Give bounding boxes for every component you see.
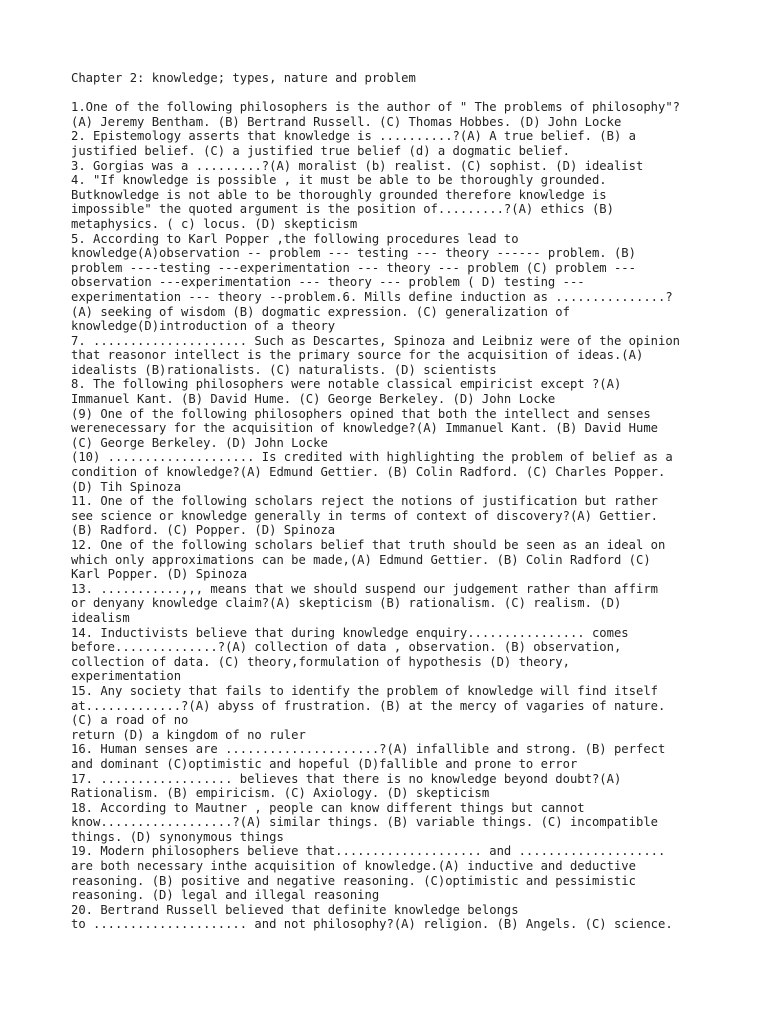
text-line: Karl Popper. (D) Spinoza (71, 567, 248, 582)
text-line: Rationalism. (B) empiricism. (C) Axiology. (D) skepticism (71, 786, 490, 801)
document-page (71, 71, 711, 932)
text-line: know..................?(A) similar things. (B) variable things. (C) incompatible (71, 815, 658, 830)
text-line: knowledge(A)observation -- problem --- testing --- theory ------ problem. (B) (71, 246, 636, 261)
text-line: 20. Bertrand Russell believed that definite knowledge belongs (71, 902, 519, 917)
text-line: werenecessary for the acquisition of knowledge?(A) Immanuel Kant. (B) David Hume (71, 421, 658, 436)
document-title: Chapter 2: knowledge; types, nature and problem (71, 71, 416, 85)
text-line: before..............?(A) collection of data , observation. (B) observation, (71, 640, 622, 655)
text-line: Immanuel Kant. (B) David Hume. (C) George Berkeley. (D) John Locke (71, 392, 556, 407)
document-body (71, 100, 711, 932)
text-line: Butknowledge is not able to be thoroughly grounded therefore knowledge is (71, 187, 607, 202)
text-line: 12. One of the following scholars belief that truth should be seen as an ideal on (71, 538, 666, 552)
text-line: are both necessary inthe acquisition of knowledge.(A) inductive and deductive (71, 859, 636, 874)
text-line: at.............?(A) abyss of frustration. (B) at the mercy of vagaries of nature. (71, 698, 666, 713)
text-line: 5. According to Karl Popper ,the following procedures lead to (71, 231, 519, 246)
text-line: idealism (71, 610, 130, 625)
text-line: 1.One of the following philosophers is the author of " The problems of philosophy"? (71, 100, 681, 115)
text-line: impossible" the quoted argument is the position of.........?(A) ethics (B) (71, 202, 614, 217)
text-line: collection of data. (C) theory,formulation of hypothesis (D) theory, (71, 654, 570, 669)
text-line: (B) Radford. (C) Popper. (D) Spinoza (71, 523, 336, 538)
text-line: 15. Any society that fails to identify the problem of knowledge will find itself (71, 683, 658, 698)
text-line: return (D) a kingdom of no ruler (71, 727, 306, 742)
text-line: (A) Jeremy Bentham. (B) Bertrand Russell. (C) Thomas Hobbes. (D) John Locke (71, 114, 622, 129)
text-line: 19. Modern philosophers believe that.................... and .................... (71, 844, 666, 859)
text-line: to ..................... and not philosophy?(A) religion. (B) Angels. (C) science. (71, 917, 673, 932)
text-line: reasoning. (D) legal and illegal reasoning (71, 888, 380, 903)
text-line: 4. "If knowledge is possible , it must be able to be thoroughly grounded. (71, 173, 607, 188)
text-line: 18. According to Mautner , people can know different things but cannot (71, 800, 585, 815)
text-line: experimentation (71, 669, 182, 684)
text-line: condition of knowledge?(A) Edmund Gettier. (B) Colin Radford. (C) Charles Popper. (71, 465, 666, 480)
text-line: 14. Inductivists believe that during knowledge enquiry................ comes (71, 625, 629, 640)
text-line: and dominant (C)optimistic and hopeful (D)fallible and prone to error (71, 756, 578, 771)
text-line: 16. Human senses are .....................?(A) infallible and strong. (B) perfect (71, 742, 666, 757)
text-line: 8. The following philosophers were notable classical empiricist except ?(A) (71, 377, 622, 392)
text-line: that reasonor intellect is the primary source for the acquisition of ideas.(A) (71, 348, 644, 363)
text-line: metaphysics. ( c) locus. (D) skepticism (71, 216, 358, 231)
text-line: problem ----testing ---experimentation --- theory --- problem (C) problem --- (71, 260, 636, 275)
text-line: experimentation --- theory --problem.6. Mills define induction as ...............? (71, 289, 673, 304)
text-line: 2. Epistemology asserts that knowledge is ..........?(A) A true belief. (B) a (71, 129, 636, 144)
text-line: 7. ..................... Such as Descartes, Spinoza and Leibniz were of the opinion (71, 333, 681, 348)
text-line: or denyany knowledge claim?(A) skepticism (B) rationalism. (C) realism. (D) (71, 596, 622, 611)
text-line: (C) George Berkeley. (D) John Locke (71, 435, 328, 450)
text-line: 3. Gorgias was a .........?(A) moralist (b) realist. (C) sophist. (D) idealist (71, 158, 644, 173)
text-line: (9) One of the following philosophers opined that both the intellect and senses (71, 406, 651, 421)
text-line: (A) seeking of wisdom (B) dogmatic expression. (C) generalization of (71, 304, 570, 319)
text-line: knowledge(D)introduction of a theory (71, 319, 336, 334)
text-line: (10) .................... Is credited with highlighting the problem of belief as a (71, 450, 673, 465)
text-line: observation ---experimentation --- theory --- problem ( D) testing --- (71, 275, 585, 290)
text-line: idealists (B)rationalists. (C) naturalists. (D) scientists (71, 362, 497, 377)
text-line: 13. ...........,,, means that we should suspend our judgement rather than affirm (71, 581, 658, 596)
text-line: 11. One of the following scholars reject the notions of justification but rather (71, 494, 658, 509)
text-line: things. (D) synonymous things (71, 829, 284, 844)
text-line: (C) a road of no (71, 713, 189, 728)
text-line: 17. .................. believes that there is no knowledge beyond doubt?(A) (71, 771, 622, 786)
text-line: (D) Tih Spinoza (71, 479, 182, 494)
text-line: justified belief. (C) a justified true belief (d) a dogmatic belief. (71, 143, 570, 158)
text-line: which only approximations can be made,(A) Edmund Gettier. (B) Colin Radford (C) (71, 552, 651, 567)
text-line: reasoning. (B) positive and negative reasoning. (C)optimistic and pessimistic (71, 873, 636, 888)
text-line: see science or knowledge generally in terms of context of discovery?(A) Gettier. (71, 508, 658, 523)
